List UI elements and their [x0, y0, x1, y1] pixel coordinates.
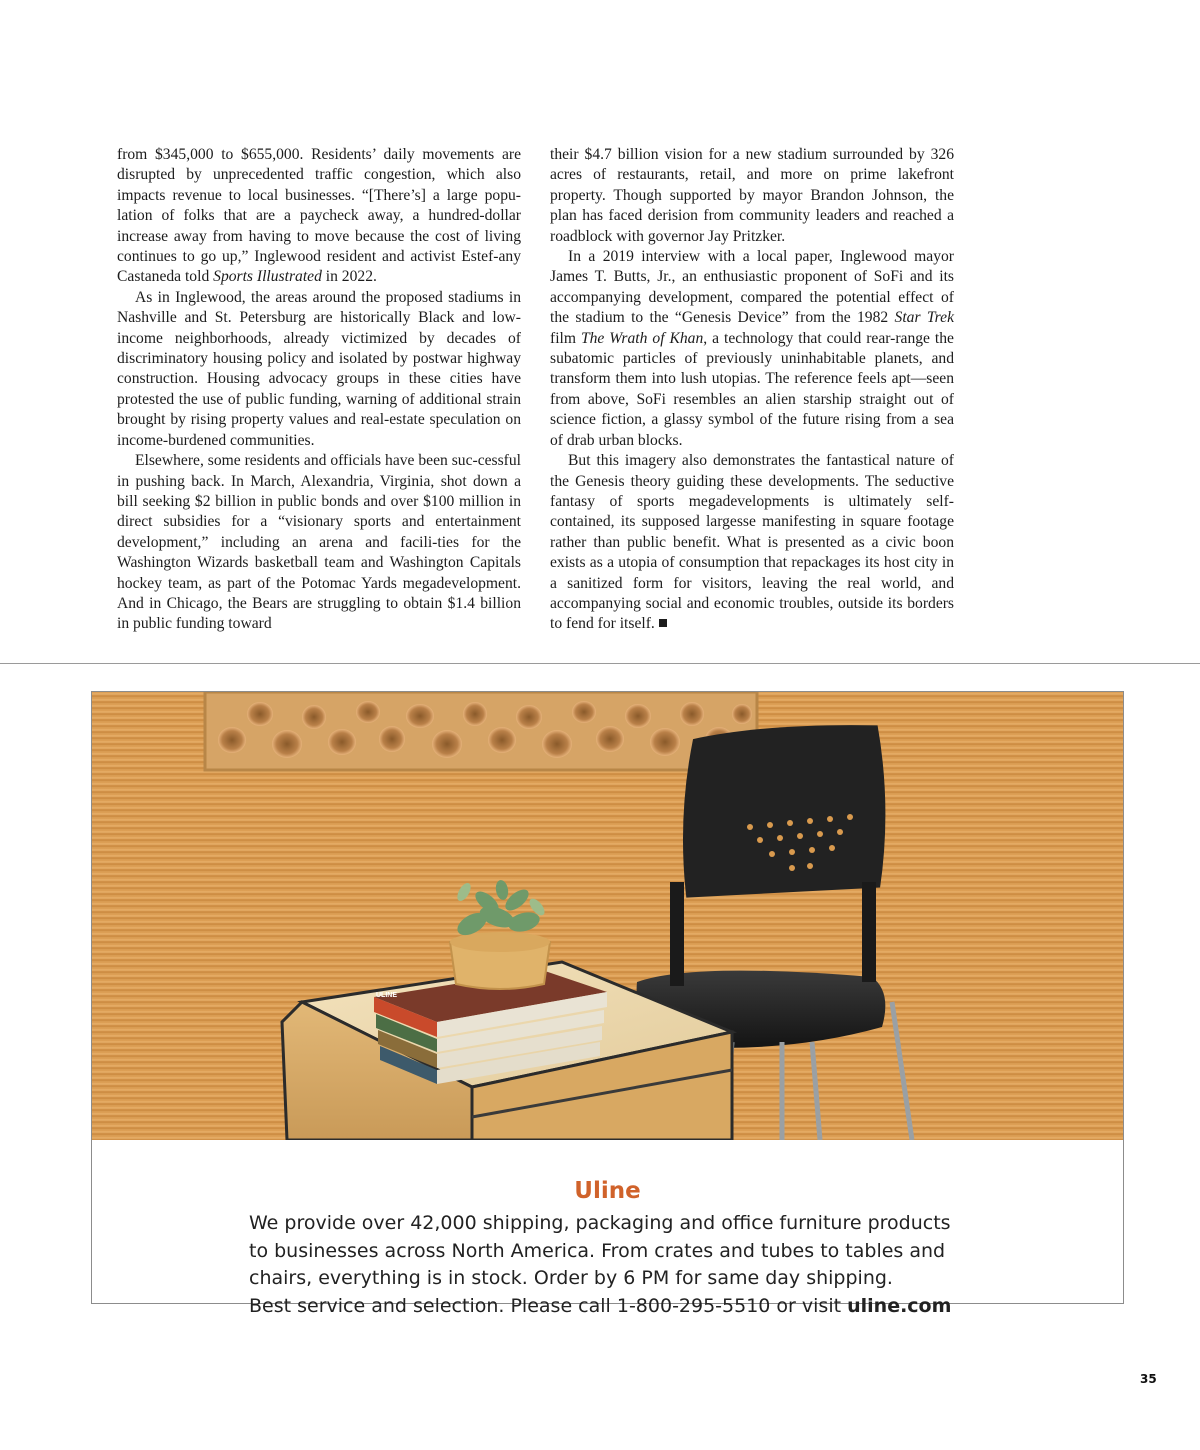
paragraph: In a 2019 interview with a local paper, Inglewood mayor James T. Butts, Jr., an enthusiastic proponent of SoFi and its accompanying development, compared the potential effect of the stadium to the “Genesis Device” from the 1982 Star Trek film The Wrath of Khan, a technology that could rear-range the subatomic particles of previously uninhabitable planets, and transform them into lush utopias. The reference feels apt—seen from above, SoFi resembles an alien starship straight out of science fiction, a glassy symbol of the future rising from a sea of drab urban blocks.: [550, 248, 954, 449]
ad-photo: [92, 692, 1123, 1140]
paragraph: their $4.7 billion vision for a new stadium surrounded by 326 acres of restaurants, retail, and more on prime lakefront property. Though supported by mayor Brandon Johnson, the plan has faced derision from community leaders and reached a roadblock with governor Jay Pritzker.: [550, 146, 954, 245]
article-left-column: [117, 145, 521, 635]
divider: [0, 663, 1200, 664]
succulent-plant: [450, 879, 550, 989]
ad-body-text: We provide over 42,000 shipping, packaging and office furniture products to businesses across North America. From crates and tubes to tables and chairs, everything is in stock. Order by 6 PM for same day shipping. Best service and selection. Please call 1-800-295-5510 or visit uline.com: [249, 1212, 952, 1317]
advertisement: [91, 691, 1124, 1317]
article-right-column: [550, 145, 954, 635]
paragraph: As in Inglewood, the areas around the proposed stadiums in Nashville and St. Petersburg are historically Black and low-income neighborhoods, already victimized by decades of discriminatory housing policy and isolated by postwar highway construction. Housing advocacy groups in these cities have protested the use of public funding, warning of additional strain brought by rising property values and real-estate speculation on income-burdened communities.: [117, 288, 521, 449]
book-label: ULINE: [376, 992, 397, 999]
paragraph: Elsewhere, some residents and officials have been suc-cessful in pushing back. In March, Alexandria, Virginia, shot down a bill seeking $2 billion in public bonds and over $100 million in direct subsidies for a “visionary sports and entertainment development,” including an arena and facili-ties for the Washington Wizards basketball team and Washington Capitals hockey team, as part of the Potomac Yards megadevelopment. And in Chicago, the Bears are struggling to obtain $1.4 billion in public funding toward: [117, 452, 521, 633]
paragraph: But this imagery also demonstrates the fantastical nature of the Genesis theory guiding these developments. The seductive fantasy of sports megadevelopments is ultimately self-contained, its supposed largesse manifesting in square footage rather than public benefit. What is presented as a civic boon exists as a utopia of consumption that repackages its host city in a sanitized form for visitors, leaving the real world, and accompanying social and economic troubles, outside its borders to fend for itself.: [550, 452, 954, 633]
ad-url-link[interactable]: uline.com: [847, 1294, 952, 1317]
paragraph: from $345,000 to $655,000. Residents’ daily movements are disrupted by unprecedented traffic congestion, which also impacts revenue to local businesses. “[There’s] a large popu-lation of folks that are a paycheck away, a hundred-dollar increase away from having to move because the cost of living continues to go up,” Inglewood resident and activist Estef-any Castaneda told Sports Illustrated in 2022.: [117, 146, 521, 286]
ad-brand-name: Uline: [574, 1178, 641, 1204]
ad-copy: [92, 1140, 1123, 1317]
furniture-scene-illustration: [92, 692, 1123, 1140]
page-number: 35: [1140, 1372, 1157, 1386]
end-mark-icon: [659, 619, 667, 627]
